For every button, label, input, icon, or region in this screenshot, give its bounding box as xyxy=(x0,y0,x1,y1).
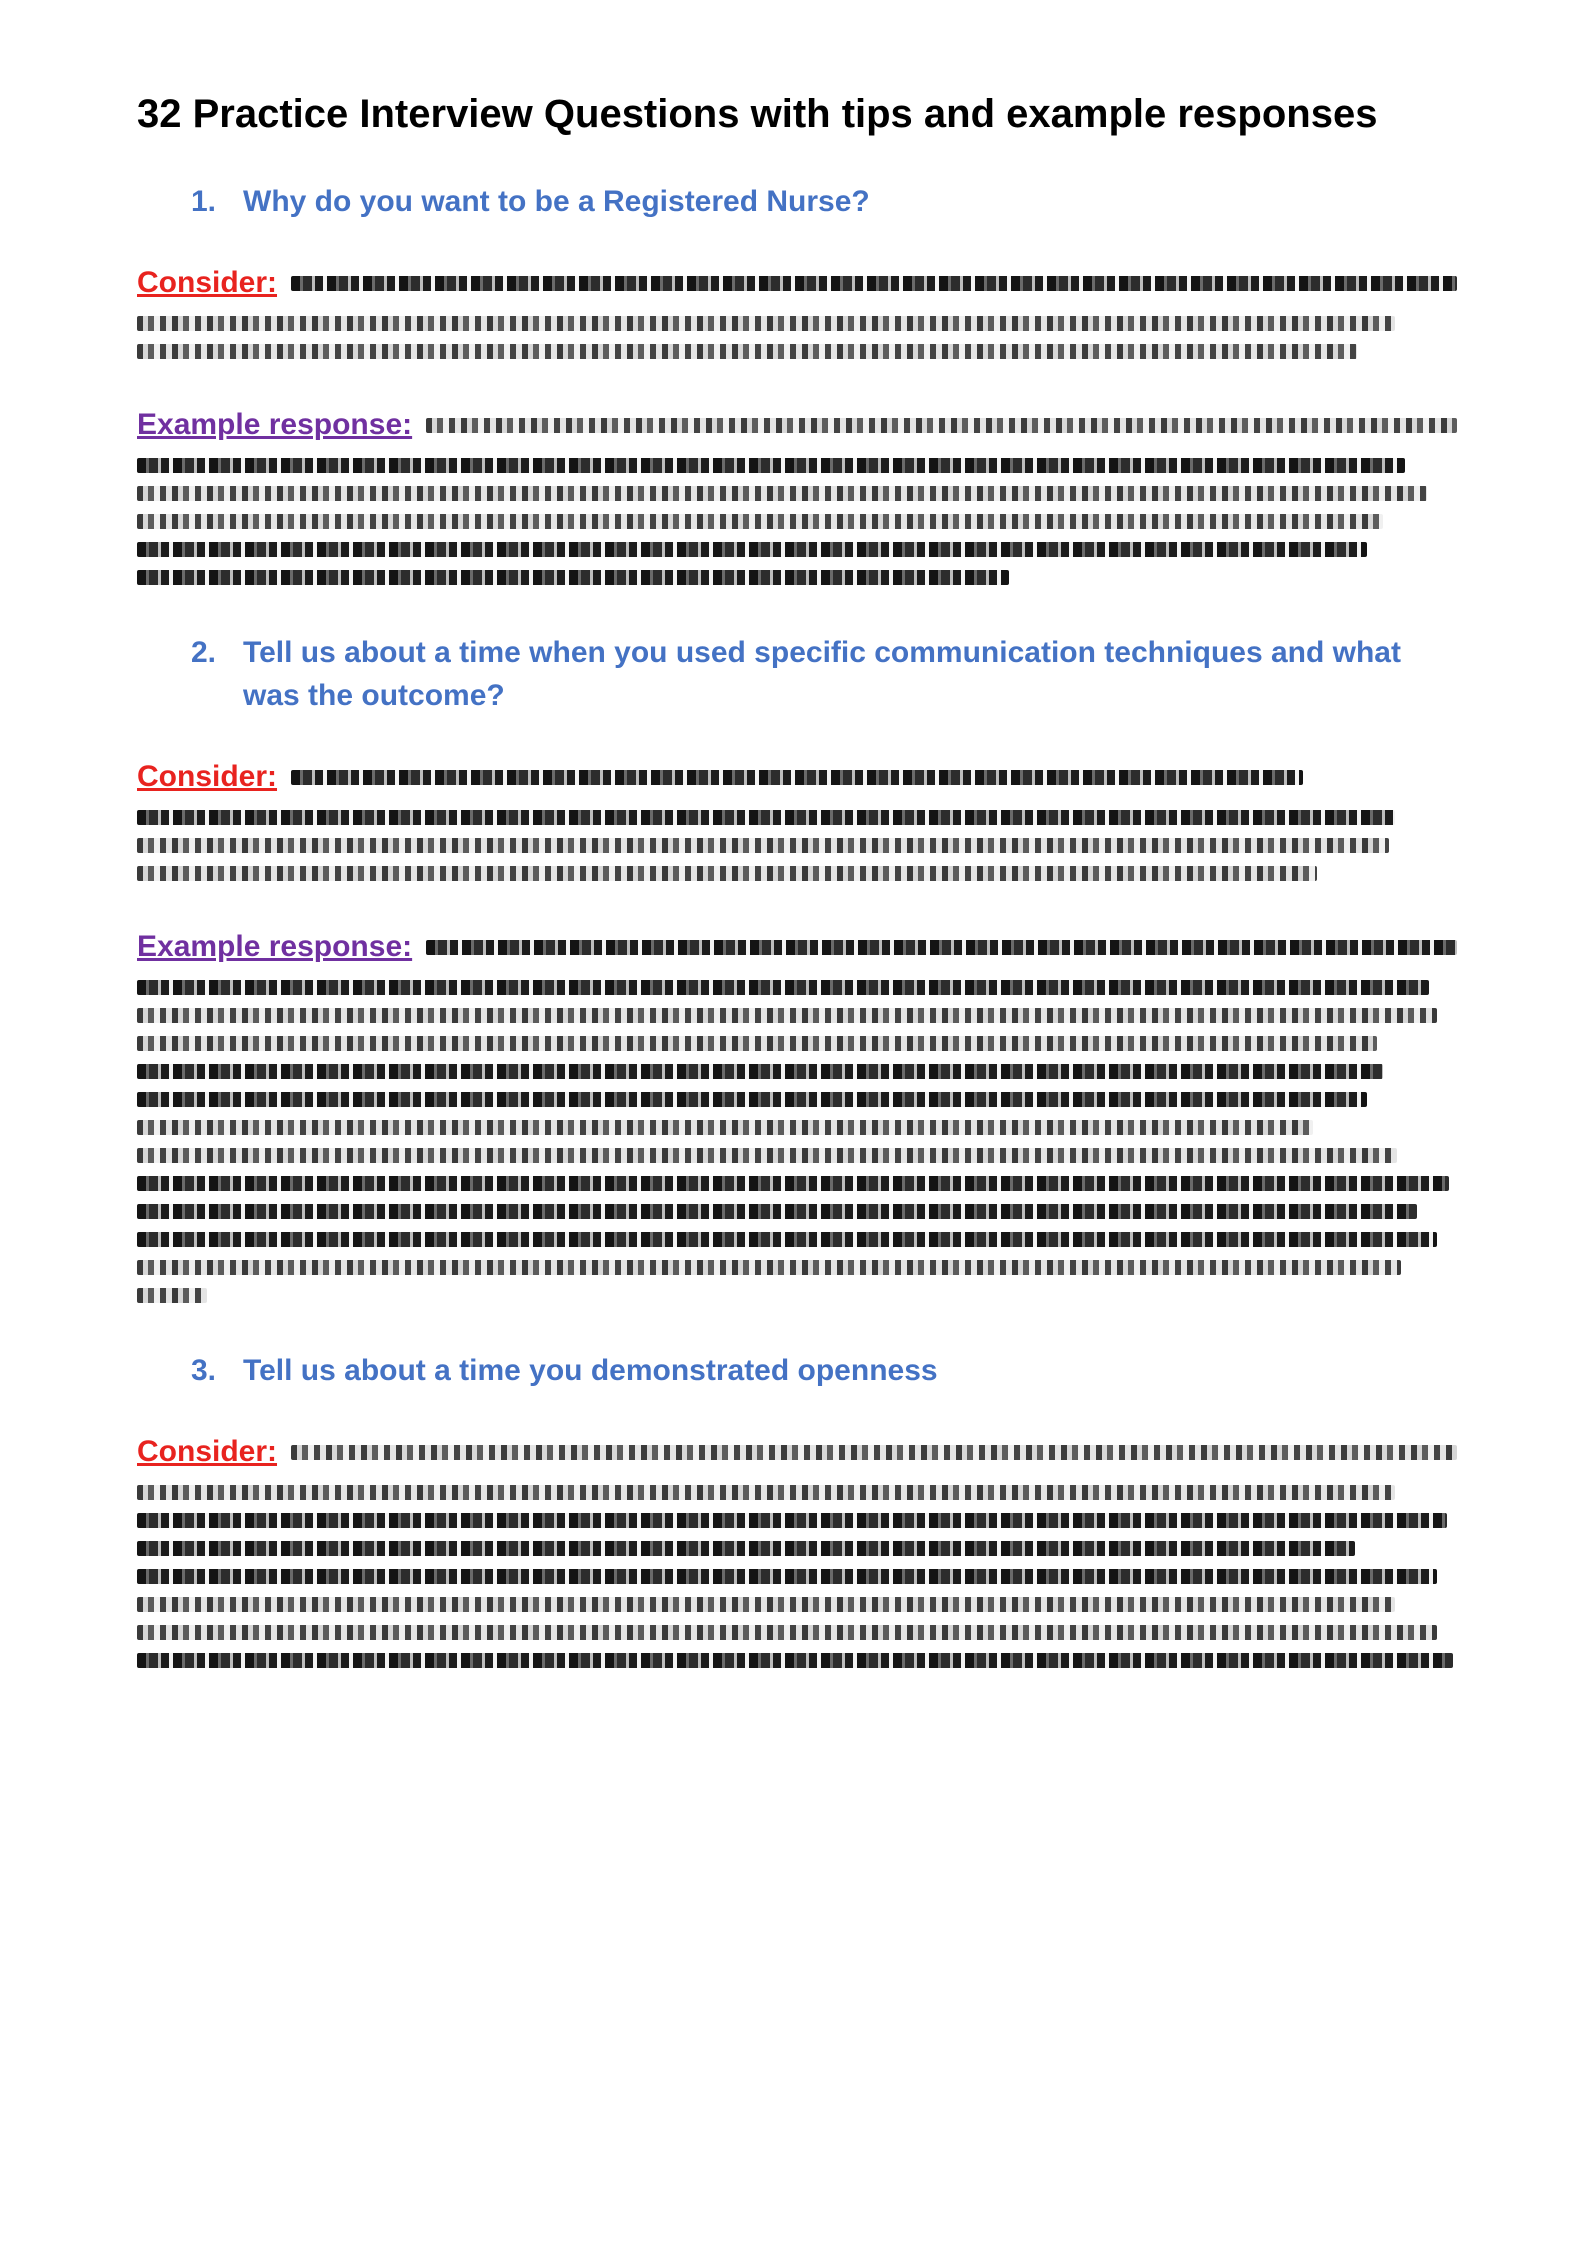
blurred-text-line xyxy=(137,316,1395,331)
blurred-text-line xyxy=(137,570,1009,585)
blurred-text-line xyxy=(291,276,1457,291)
example-label: Example response: xyxy=(137,408,413,441)
example-block-2 xyxy=(137,927,1457,1303)
blurred-text-line xyxy=(137,1148,1397,1163)
question-1-heading xyxy=(191,180,1457,223)
document-page xyxy=(137,90,1457,1714)
question-text: Tell us about a time you demonstrated openness xyxy=(243,1354,938,1387)
question-2-heading xyxy=(191,631,1457,717)
blurred-text-line xyxy=(137,1569,1437,1584)
example-label: Example response: xyxy=(137,930,413,963)
blurred-text-line xyxy=(137,1204,1417,1219)
blurred-text-line xyxy=(291,770,1303,785)
question-3-heading xyxy=(191,1349,1457,1392)
blurred-text-line xyxy=(137,458,1405,473)
blurred-text-line xyxy=(137,1036,1377,1051)
blurred-text-line xyxy=(137,1513,1447,1528)
blurred-text-line xyxy=(137,1597,1395,1612)
blurred-text-line xyxy=(137,542,1367,557)
blurred-text-line xyxy=(137,1653,1453,1668)
consider-label: Consider: xyxy=(137,266,278,299)
blurred-text-line xyxy=(137,1176,1449,1191)
question-number: 3. xyxy=(191,1354,217,1387)
blurred-text-line xyxy=(426,940,1457,955)
consider-label: Consider: xyxy=(137,760,278,793)
blurred-text-line xyxy=(426,418,1457,433)
blurred-text-line xyxy=(137,1485,1395,1500)
blurred-text-line xyxy=(137,838,1389,853)
blurred-text-line xyxy=(137,1120,1313,1135)
question-text: Tell us about a time when you used specific communication techniques and what was the outcome? xyxy=(243,636,1401,712)
question-number: 1. xyxy=(191,185,217,218)
blurred-text-line xyxy=(137,1064,1383,1079)
question-text: Why do you want to be a Registered Nurse? xyxy=(243,185,870,218)
consider-label: Consider: xyxy=(137,1435,278,1468)
blurred-text-line xyxy=(137,866,1317,881)
consider-block-1 xyxy=(137,263,1457,359)
blurred-text-line xyxy=(137,514,1383,529)
blurred-text-line xyxy=(137,1625,1437,1640)
blurred-text-line xyxy=(291,1445,1457,1460)
blurred-text-line xyxy=(137,1541,1355,1556)
document-title: 32 Practice Interview Questions with tips and example responses xyxy=(137,92,1378,136)
blurred-text-line xyxy=(137,1092,1367,1107)
blurred-text-line xyxy=(137,810,1395,825)
blurred-text-line xyxy=(137,486,1427,501)
question-number: 2. xyxy=(191,636,217,669)
example-block-1 xyxy=(137,405,1457,585)
blurred-text-line xyxy=(137,1260,1401,1275)
blurred-text-line xyxy=(137,1008,1437,1023)
consider-block-3 xyxy=(137,1432,1457,1668)
consider-block-2 xyxy=(137,757,1457,881)
blurred-text-line xyxy=(137,980,1429,995)
blurred-text-line xyxy=(137,344,1357,359)
blurred-text-line xyxy=(137,1288,207,1303)
blurred-text-line xyxy=(137,1232,1437,1247)
